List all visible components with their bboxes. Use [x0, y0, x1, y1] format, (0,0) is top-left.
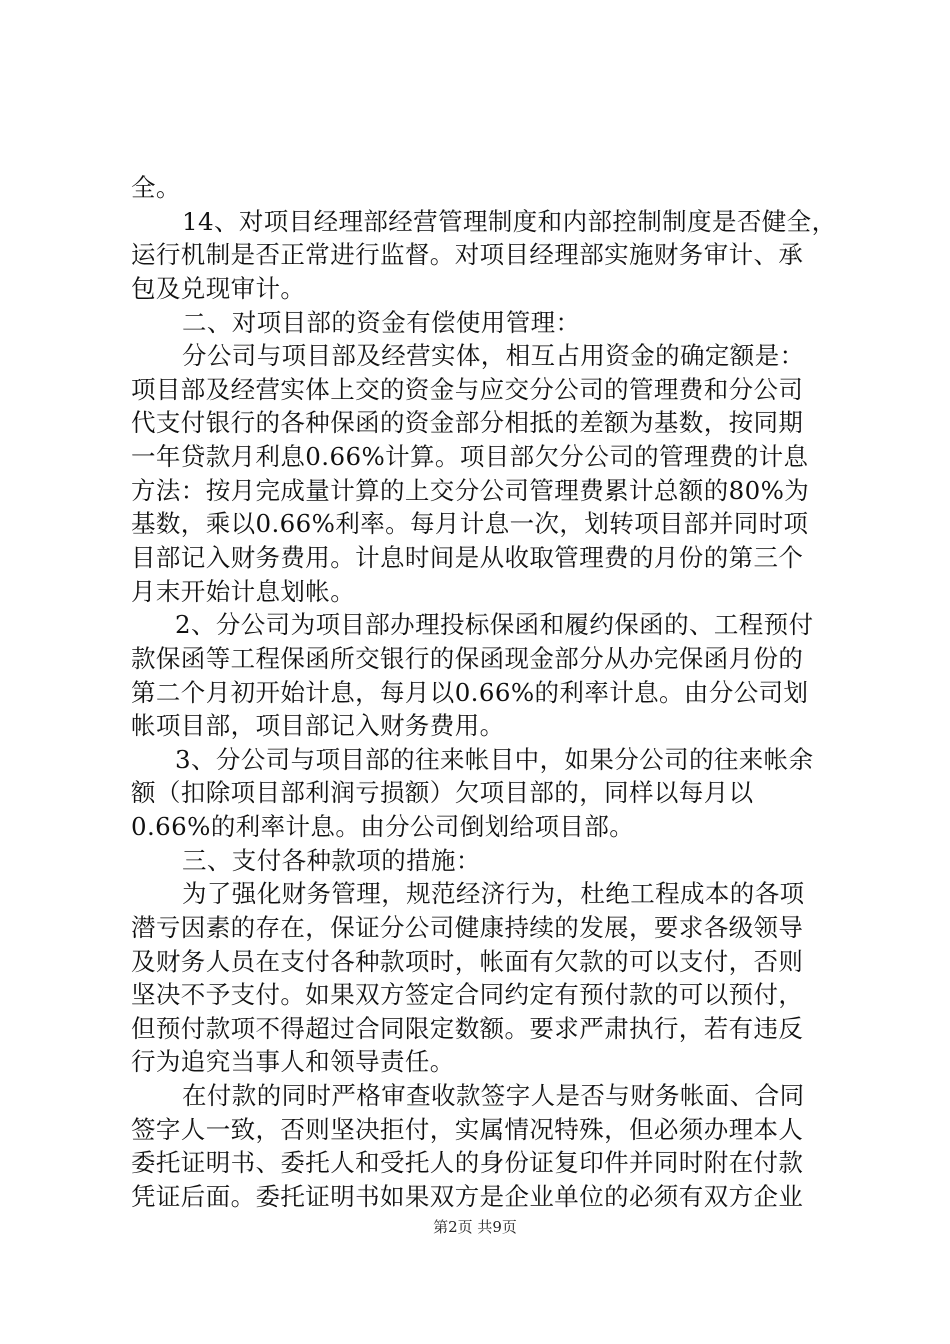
- text-line: 运行机制是否正常进行监督。对项目经理部实施财务审计、承: [131, 240, 804, 269]
- text-line: 第二个月初开始计息，每月以0.66%的利率计息。由分公司划: [131, 678, 809, 707]
- text-line: 潜亏因素的存在，保证分公司健康持续的发展，要求各级领导: [131, 913, 804, 942]
- text-line: 包及兑现审计。: [131, 274, 306, 303]
- text-line: 2、分公司为项目部办理投标保函和履约保函的、工程预付: [175, 610, 814, 639]
- text-line: 3、分公司与项目部的往来帐目中，如果分公司的往来帐余: [175, 745, 814, 774]
- text-line: 14、对项目经理部经营管理制度和内部控制制度是否健全，: [182, 207, 837, 236]
- text-line: 凭证后面。委托证明书如果双方是企业单位的必须有双方企业: [131, 1182, 804, 1211]
- text-line: 及财务人员在支付各种款项时，帐面有欠款的可以支付，否则: [131, 947, 804, 976]
- text-line: 帐项目部，项目部记入财务费用。: [131, 711, 505, 740]
- section-heading: 二、对项目部的资金有偿使用管理：: [182, 308, 581, 337]
- text-line: 为了强化财务管理，规范经济行为，杜绝工程成本的各项: [182, 879, 805, 908]
- text-line: 目部记入财务费用。计息时间是从收取管理费的月份的第三个: [131, 543, 804, 572]
- text-line: 额（扣除项目部利润亏损额）欠项目部的，同样以每月以: [131, 778, 754, 807]
- text-line: 款保函等工程保函所交银行的保函现金部分从办完保函月份的: [131, 644, 804, 673]
- text-line: 月末开始计息划帐。: [131, 577, 356, 606]
- text-line: 项目部及经营实体上交的资金与应交分公司的管理费和分公司: [131, 375, 804, 404]
- text-line: 基数，乘以0.66%利率。每月计息一次，划转项目部并同时项: [131, 509, 809, 538]
- text-line: 在付款的同时严格审查收款签字人是否与财务帐面、合同: [182, 1081, 805, 1110]
- text-line: 行为追究当事人和领导责任。: [131, 1047, 455, 1076]
- text-line: 0.66%的利率计息。由分公司倒划给项目部。: [131, 812, 635, 841]
- text-line: 分公司与项目部及经营实体，相互占用资金的确定额是：: [182, 341, 805, 370]
- text-line: 签字人一致，否则坚决拒付，实属情况特殊，但必须办理本人: [131, 1115, 804, 1144]
- text-line: 方法：按月完成量计算的上交分公司管理费累计总额的80%为: [131, 476, 810, 505]
- text-line: 坚决不予支付。如果双方签定合同约定有预付款的可以预付，: [131, 980, 804, 1009]
- text-line: 全。: [131, 173, 181, 202]
- section-heading: 三、支付各种款项的措施：: [182, 846, 481, 875]
- page-footer: 第2页 共9页: [433, 1218, 517, 1236]
- text-line: 委托证明书、委托人和受托人的身份证复印件并同时附在付款: [131, 1148, 804, 1177]
- text-line: 一年贷款月利息0.66%计算。项目部欠分公司的管理费的计息: [131, 442, 809, 471]
- text-line: 但预付款项不得超过合同限定数额。要求严肃执行，若有违反: [131, 1014, 804, 1043]
- text-line: 代支付银行的各种保函的资金部分相抵的差额为基数，按同期: [131, 408, 804, 437]
